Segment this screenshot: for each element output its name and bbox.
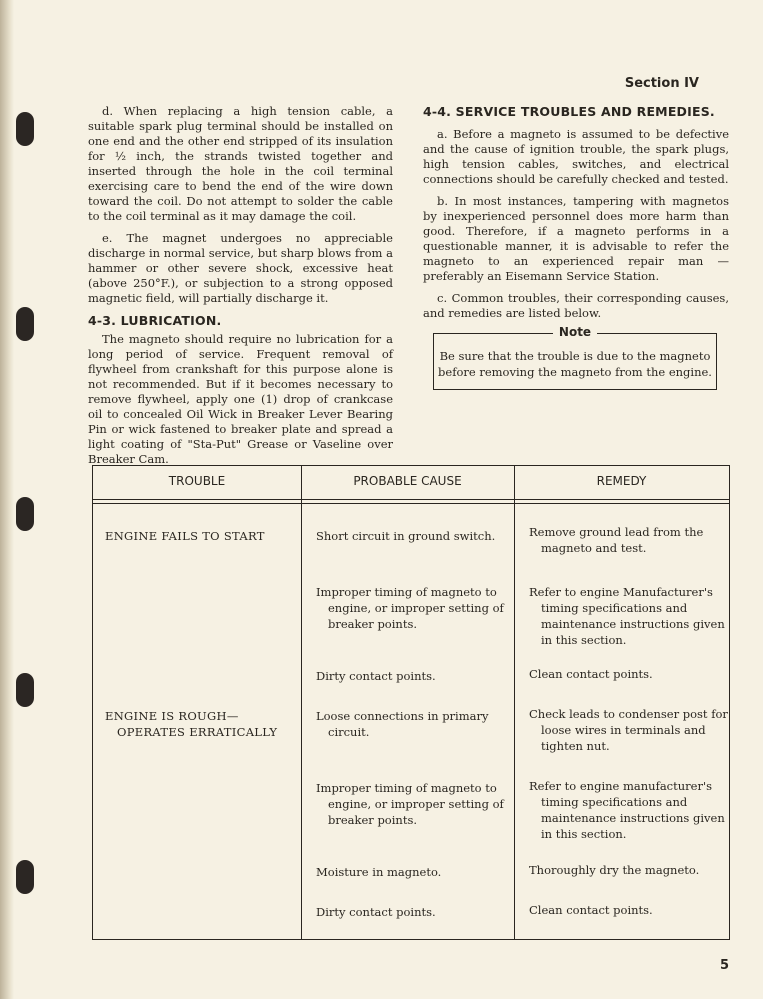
section-label: Section IV bbox=[624, 76, 699, 91]
trouble-table bbox=[92, 465, 730, 940]
paragraph-a: a. Before a magneto is assumed to be defective and the cause of ignition trouble, the spark plugs, high tension cables, switches, and electrical connections should be carefully checked and tested. bbox=[423, 127, 729, 186]
left-column bbox=[88, 104, 393, 474]
note-title: Note bbox=[553, 325, 597, 339]
header-divider bbox=[93, 499, 729, 500]
header-divider bbox=[93, 503, 729, 504]
header-remedy: REMEDY bbox=[596, 474, 647, 488]
paragraph-d: d. When replacing a high tension cable, a suitable spark plug terminal should be installed on one end and the other end stripped of its insulation for ½ inch, the strands twisted together and inserted through the hole in the coil terminal exercising care to bend the end of the wire down toward the coil. Do not attempt to solder the cable to the coil terminal as it may damage the coil. bbox=[88, 104, 393, 223]
remedy-cell: Remove ground lead from the magneto and test. bbox=[529, 525, 704, 555]
trouble-engine-rough: ENGINE IS ROUGH— OPERATES ERRATICALLY bbox=[105, 709, 278, 739]
cause-cell: Dirty contact points. bbox=[316, 669, 436, 683]
column-divider bbox=[301, 466, 302, 939]
paragraph-c: c. Common troubles, their corresponding causes, and remedies are listed below. bbox=[423, 291, 729, 320]
remedy-cell: Check leads to condenser post for loose wires in terminals and tighten nut. bbox=[529, 707, 728, 753]
note-line-1: Be sure that the trouble is due to the magneto bbox=[439, 349, 711, 363]
right-column bbox=[423, 104, 729, 328]
heading-service-troubles: 4-4. SERVICE TROUBLES AND REMEDIES. bbox=[423, 104, 715, 119]
header-trouble: TROUBLE bbox=[168, 474, 226, 488]
binder-hole bbox=[16, 673, 34, 707]
binder-hole bbox=[16, 860, 34, 894]
heading-lubrication: 4-3. LUBRICATION. bbox=[88, 313, 222, 328]
header-probable-cause: PROBABLE CAUSE bbox=[353, 474, 462, 488]
note-text bbox=[434, 348, 716, 380]
note-line-2: before removing the magneto from the engine. bbox=[438, 365, 712, 379]
binder-hole bbox=[16, 307, 34, 341]
cause-cell: Loose connections in primary circuit. bbox=[316, 709, 489, 739]
cause-cell: Improper timing of magneto to engine, or improper setting of breaker points. bbox=[316, 781, 504, 827]
page-binding-edge bbox=[0, 0, 14, 999]
cause-cell: Improper timing of magneto to engine, or improper setting of breaker points. bbox=[316, 585, 504, 631]
remedy-cell: Refer to engine Manufacturer's timing specifications and maintenance instructions given in this section. bbox=[529, 585, 725, 647]
paragraph-e: e. The magnet undergoes no appreciable discharge in normal service, but sharp blows from a hammer or other severe shock, excessive heat (above 250°F.), or subjection to a strong opposed magnetic field, will partially discharge it. bbox=[88, 231, 393, 305]
cause-cell: Moisture in magneto. bbox=[316, 865, 442, 879]
binder-hole bbox=[16, 112, 34, 146]
remedy-cell: Clean contact points. bbox=[529, 903, 653, 917]
trouble-engine-fails: ENGINE FAILS TO START bbox=[105, 529, 265, 543]
cause-cell: Short circuit in ground switch. bbox=[316, 529, 496, 543]
binder-hole bbox=[16, 497, 34, 531]
paragraph-b: b. In most instances, tampering with magnetos by inexperienced personnel does more harm than good. Therefore, if a magneto performs in a questionable manner, it is advisable to refer the magneto to an experienced repair man — preferably an Eisemann Service Station. bbox=[423, 194, 729, 283]
cause-cell: Dirty contact points. bbox=[316, 905, 436, 919]
note-box bbox=[433, 325, 717, 390]
page-number: 5 bbox=[719, 958, 729, 973]
remedy-cell: Thoroughly dry the magneto. bbox=[529, 863, 700, 877]
paragraph-lubrication: The magneto should require no lubrication for a long period of service. Frequent removal of flywheel from crankshaft for this purpose alone is not recommended. But if it becomes necessary to remove flywheel, apply one (1) drop of crankcase oil to concealed Oil Wick in Breaker Lever Bearing Pin or wick fastened to breaker plate and spread a light coating of "Sta-Put" Grease or Vaseline over Breaker Cam. bbox=[88, 332, 393, 466]
remedy-cell: Clean contact points. bbox=[529, 667, 653, 681]
remedy-cell: Refer to engine manufacturer's timing specifications and maintenance instructions given in this section. bbox=[529, 779, 725, 841]
